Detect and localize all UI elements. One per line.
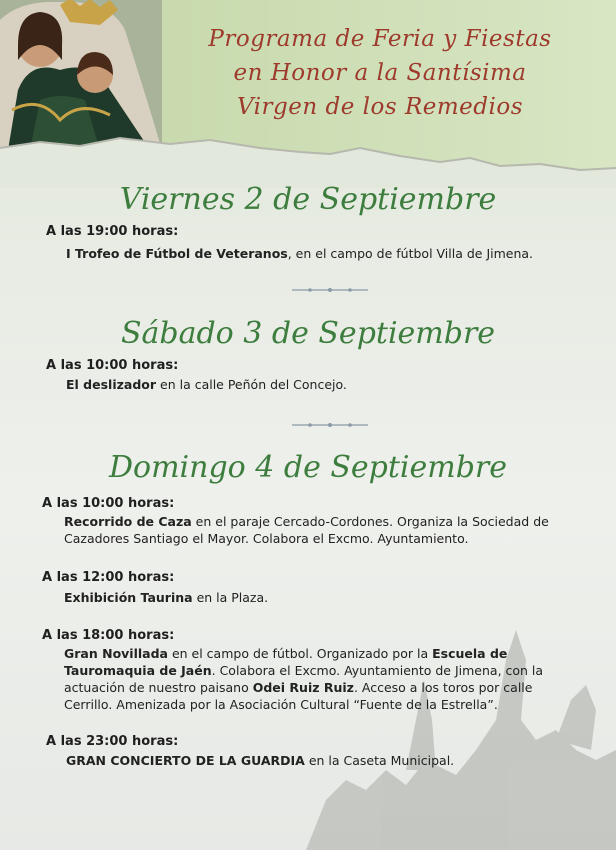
event-title: Gran Novillada	[64, 646, 168, 661]
event-description	[64, 513, 574, 547]
event-detail: . Colabora el Excmo. Ayuntamiento de Jimena, con la actuación de nuestro paisano	[64, 663, 544, 695]
event-time: A las 10:00 horas:	[42, 496, 175, 511]
header-title-line1: Programa de Feria y Fiestas	[208, 26, 552, 52]
crowd-silhouette	[306, 600, 616, 850]
event-description	[66, 376, 586, 393]
event-detail: en el paraje Cercado-Cordones. Organiza la Sociedad de Cazadores Santiago el Mayor. Colabora el Excmo. Ayuntamiento.	[64, 514, 549, 546]
event-title: El deslizador	[66, 377, 157, 392]
ornament-divider	[290, 421, 370, 429]
event-detail: en la Caseta Municipal.	[304, 753, 455, 768]
event-time: A las 18:00 horas:	[42, 628, 175, 643]
event-description	[64, 589, 584, 606]
event-performer: Odei Ruiz Ruiz	[252, 680, 354, 695]
event-time: A las 10:00 horas:	[46, 358, 179, 373]
event-description	[66, 245, 586, 262]
event-title: I Trofeo de Fútbol de Veteranos	[66, 246, 288, 261]
event-organizer: Escuela de Tauromaquia de Jaén	[64, 646, 508, 678]
header-title-line2: en Honor a la Santísima	[233, 60, 527, 86]
day-title-sunday: Domingo 4 de Septiembre	[108, 450, 508, 485]
event-detail: en la calle Peñón del Concejo.	[156, 377, 347, 392]
event-title: Recorrido de Caza	[64, 514, 192, 529]
event-detail: , en el campo de fútbol Villa de Jimena.	[287, 246, 534, 261]
event-detail: en el campo de fútbol. Organizado por la	[167, 646, 433, 661]
event-time: A las 19:00 horas:	[46, 224, 179, 239]
event-title: GRAN CONCIERTO DE LA GUARDIA	[66, 753, 305, 768]
day-title-friday: Viernes 2 de Septiembre	[119, 182, 497, 217]
event-time: A las 12:00 horas:	[42, 570, 175, 585]
event-description	[64, 645, 576, 713]
ornament-divider	[290, 286, 370, 294]
event-title: Exhibición Taurina	[64, 590, 193, 605]
header-title-line3: Virgen de los Remedios	[236, 94, 524, 120]
event-detail: . Acceso a los toros por calle Cerrillo. Amenizada por la Asociación Cultural “Fuente de la Estrella”.	[64, 680, 533, 712]
torn-paper-edge	[0, 128, 616, 188]
event-detail: en la Plaza.	[192, 590, 269, 605]
event-time: A las 23:00 horas:	[46, 734, 179, 749]
day-title-saturday: Sábado 3 de Septiembre	[120, 316, 496, 351]
event-description	[66, 752, 586, 769]
